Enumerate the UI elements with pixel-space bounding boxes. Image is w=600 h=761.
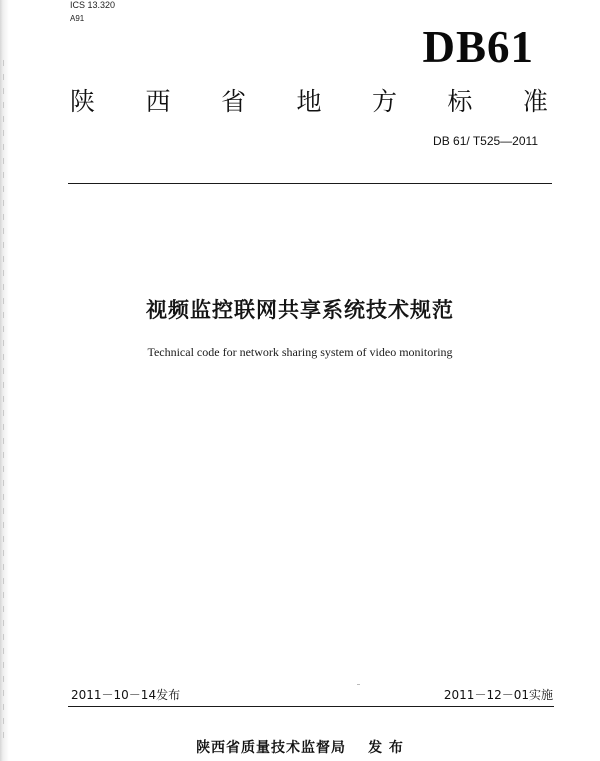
standard-type-char: 省 — [220, 87, 246, 116]
standard-type-char: 方 — [371, 87, 397, 116]
footer-rule — [68, 706, 554, 707]
standard-type-char: 准 — [522, 87, 548, 116]
implementation-date: 2011－12－01实施 — [443, 688, 553, 702]
standard-type — [70, 86, 548, 118]
title-english: Technical code for network sharing system of video monitoring — [147, 345, 453, 359]
issuer-name: 陕西省质量技术监督局 — [196, 740, 347, 756]
ics-code: ICS 13.320 — [70, 0, 116, 10]
scan-edge — [0, 0, 10, 761]
standard-type-char: 陕 — [70, 87, 96, 116]
header-rule — [68, 183, 552, 184]
issuer-line — [0, 740, 600, 756]
scan-speck — [357, 684, 360, 685]
classification-code: A91 — [70, 14, 85, 23]
standard-type-char: 地 — [296, 87, 322, 116]
issuer-action: 发 布 — [368, 740, 404, 756]
standard-type-char: 标 — [447, 87, 473, 116]
standard-number: DB 61/ T525—2011 — [433, 134, 538, 148]
title-chinese: 视频监控联网共享系统技术规范 — [146, 298, 454, 322]
db61-logo: DB61 — [422, 22, 534, 72]
issue-date: 2011－10－14发布 — [71, 688, 181, 702]
standard-type-char: 西 — [145, 87, 171, 116]
